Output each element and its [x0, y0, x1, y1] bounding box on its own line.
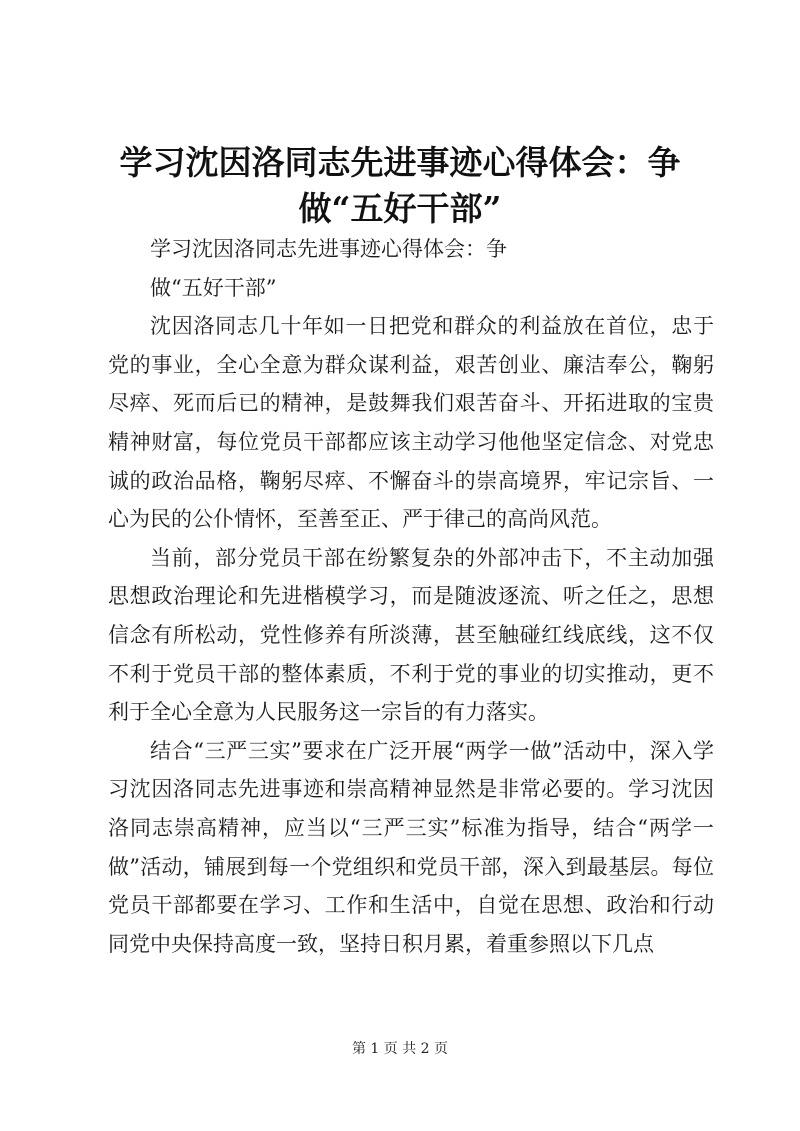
- document-body: [108, 230, 714, 963]
- paragraph: 沈因洛同志几十年如一日把党和群众的利益放在首位，忠于党的事业，全心全意为群众谋利益，艰苦创业、廉洁奉公，鞠躬尽瘁、死而后已的精神，是鼓舞我们艰苦奋斗、开拓进取的宝贵精神财富，每位党员干部都应该主动学习他他坚定信念、对党忠诚的政治品格，鞠躬尽瘁、不懈奋斗的崇高境界，牢记宗旨、一心为民的公仆情怀，至善至正、严于律己的高尚风范。: [108, 314, 714, 532]
- paragraph: 做“五好干部”: [150, 275, 277, 300]
- document-title: 学习沈因洛同志先进事迹心得体会：争做“五好干部”: [119, 143, 681, 228]
- paragraph: 结合“三严三实”要求在广泛开展“两学一做”活动中，深入学习沈因洛同志先进事迹和崇高精神显然是非常必要的。学习沈因洛同志崇高精神，应当以“三严三实”标准为指导，结合“两学一做”活动，铺展到每一个党组织和党员干部，深入到最基层。每位党员干部都要在学习、工作和生活中，自觉在思想、政治和行动同党中央保持高度一致，坚持日积月累，着重参照以下几点: [108, 738, 714, 956]
- paragraph: 当前，部分党员干部在纷繁复杂的外部冲击下，不主动加强思想政治理论和先进楷模学习，而是随波逐流、听之任之，思想信念有所松动，党性修养有所淡薄，甚至触碰红线底线，这不仅不利于党员干部的整体素质，不利于党的事业的切实推动，更不利于全心全意为人民服务这一宗旨的有力落实。: [108, 545, 714, 725]
- page-footer: 第 1 页 共 2 页: [351, 1041, 449, 1057]
- paragraph: 学习沈因洛同志先进事迹心得体会：争: [150, 237, 507, 261]
